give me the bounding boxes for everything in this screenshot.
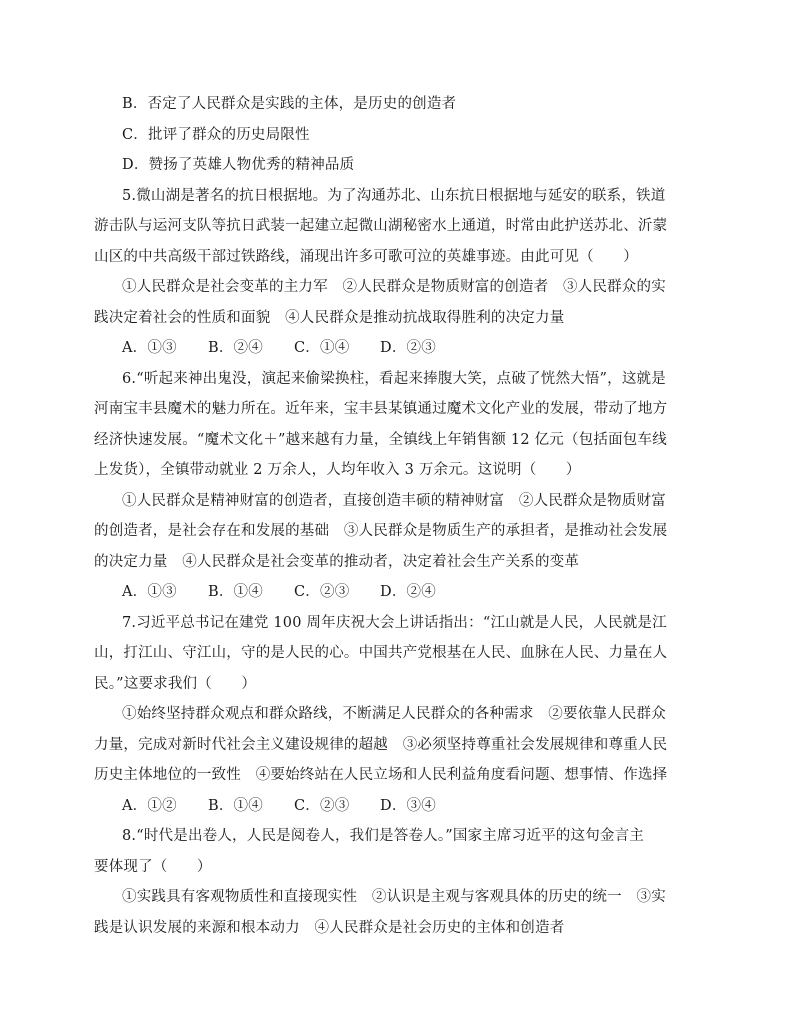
q6-choice-a: A．①③ — [122, 584, 177, 600]
q5-stem-line: 山区的中共高级干部过铁路线，涌现出许多可歌可泣的英雄事迹。由此可见（ ） — [94, 248, 638, 265]
q7-stem-line: 7.习近平总书记在建党 100 周年庆祝大会上讲话指出：“江山就是人民，人民就是江 — [122, 614, 667, 631]
q6-stem-line: 经济快速发展。“魔术文化＋”越来越有力量，全镇线上年销售额 12 亿元（包括面包车线 — [94, 431, 667, 448]
q4-option-b: B．否定了人民群众是实践的主体，是历史的创造者 — [122, 96, 457, 112]
q8-statement-line: ①实践具有客观物质性和直接现实性 ②认识是主观与客观具体的历史的统一 ③实 — [122, 889, 666, 905]
q7-choice-d: D．③④ — [380, 797, 436, 814]
q7-stem-line: 民。”这要求我们（ ） — [94, 675, 257, 692]
q6-choices — [94, 577, 706, 608]
q6-statement-line: ①人民群众是精神财富的创造者，直接创造丰硕的精神财富 ②人民群众是物质财富 — [122, 492, 666, 509]
q5-statement-line: ①人民群众是社会变革的主力军 ②人民群众是物质财富的创造者 ③人民群众的实 — [122, 279, 666, 295]
q6-stem-line: 上发货），全镇带动就业 2 万余人，人均年收入 3 万余元。这说明（ ） — [94, 462, 581, 478]
q6-choice-d: D．②④ — [380, 584, 436, 600]
q5-choice-d: D．②③ — [380, 340, 436, 356]
q5-choices — [94, 333, 706, 364]
q8-stem-line: 要体现了（ ） — [94, 858, 212, 875]
q4-option-c: C．批评了群众的历史局限性 — [122, 126, 310, 143]
q5-stem-line: 游击队与运河支队等抗日武装一起建立起微山湖秘密水上通道，时常由此护送苏北、沂蒙 — [94, 218, 668, 234]
q7-choices — [94, 791, 706, 822]
q5-statement-line: 践决定着社会的性质和面貌 ④人民群众是推动抗战取得胜利的决定力量 — [94, 309, 565, 326]
q7-choice-b: B．①④ — [208, 797, 263, 814]
q6-stem-line: 6.“听起来神出鬼没，演起来偷梁换柱，看起来捧腹大笑，点破了恍然大悟”，这就是 — [122, 370, 666, 387]
q6-statement-line: 的创造者，是社会存在和发展的基础 ③人民群众是物质生产的承担者，是推动社会发展 — [94, 523, 668, 539]
q6-statement-line: 的决定力量 ④人民群众是社会变革的推动者，决定着社会生产关系的变革 — [94, 553, 580, 570]
q6-choice-b: B．①④ — [208, 584, 263, 600]
q7-statement-line: 历史主体地位的一致性 ④要始终站在人民立场和人民利益角度看问题、想事情、作选择 — [94, 767, 668, 783]
q5-choice-b: B．②④ — [208, 340, 263, 356]
question-content — [94, 89, 706, 943]
q8-statement-line: 践是认识发展的来源和根本动力 ④人民群众是社会历史的主体和创造者 — [94, 919, 565, 936]
q5-choice-c: C．①④ — [294, 340, 350, 356]
q5-choice-a: A．①③ — [122, 340, 177, 356]
q7-stem-line: 山，打江山、守江山，守的是人民的心。中国共产党根基在人民、血脉在人民、力量在人 — [94, 645, 668, 661]
q5-stem-line: 5.微山湖是著名的抗日根据地。为了沟通苏北、山东抗日根据地与延安的联系，铁道 — [122, 187, 666, 204]
q4-option-d: D．赞扬了英雄人物优秀的精神品质 — [122, 157, 355, 173]
q7-statement-line: 力量，完成对新时代社会主义建设规律的超越 ③必须坚持尊重社会发展规律和尊重人民 — [94, 736, 668, 753]
q7-statement-line: ①始终坚持群众观点和群众路线，不断满足人民群众的各种需求 ②要依靠人民群众 — [122, 706, 666, 722]
q8-stem-line: 8.“时代是出卷人，人民是阅卷人，我们是答卷人。”国家主席习近平的这句金言主 — [122, 828, 645, 844]
q6-stem-line: 河南宝丰县魔术的魅力所在。近年来，宝丰县某镇通过魔术文化产业的发展，带动了地方 — [94, 401, 668, 417]
q7-choice-c: C．②③ — [294, 797, 350, 814]
q6-choice-c: C．②③ — [294, 584, 350, 600]
q7-choice-a: A．①② — [122, 797, 177, 814]
